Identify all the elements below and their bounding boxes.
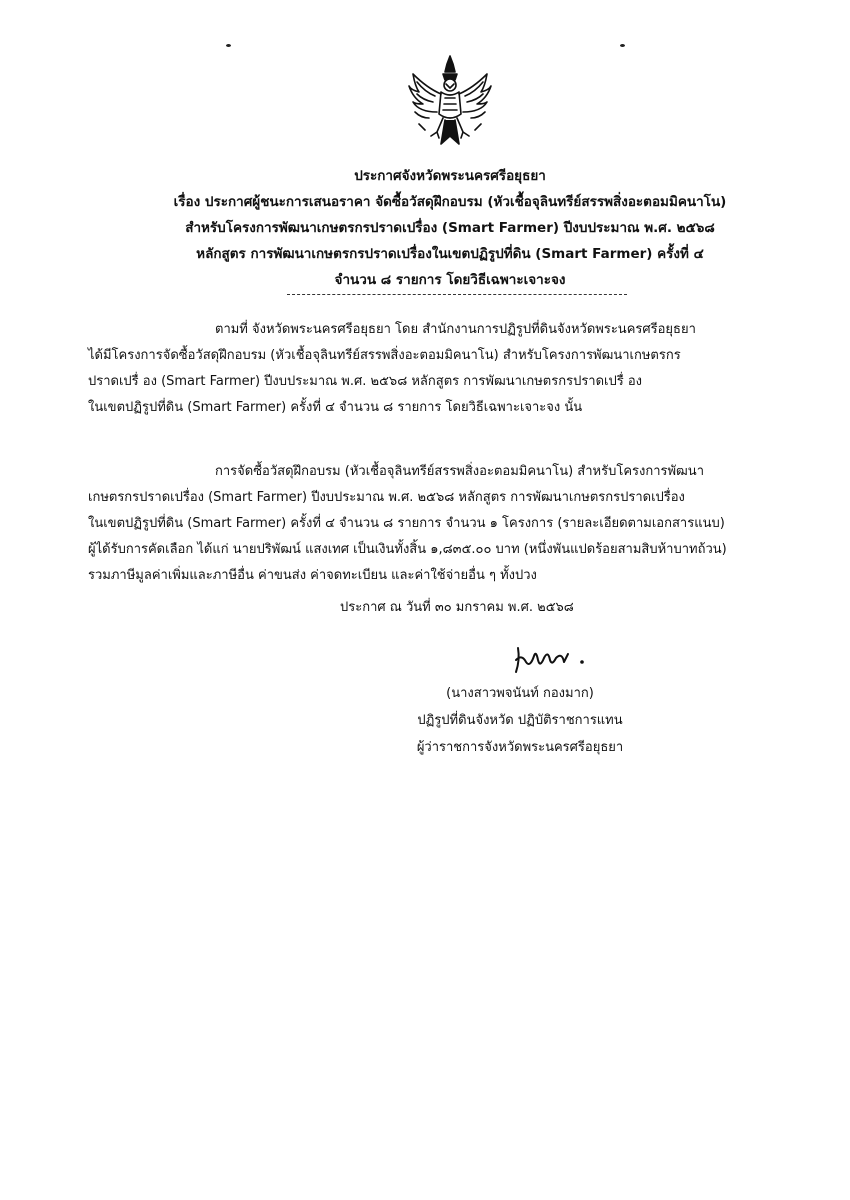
paragraph-line: ผู้ได้รับการคัดเลือก ได้แก่ นายปริพัฒน์ แสงเทศ เป็นเงินทั้งสิ้น ๑,๘๓๕.๐๐ บาท (หนึ่งพันแปดร้อยสามสิบห้าบาทถ้วน) — [88, 542, 727, 557]
header-line-agency: ประกาศจังหวัดพระนครศรีอยุธยา — [354, 168, 546, 184]
body-paragraph-1 — [88, 317, 808, 421]
body-paragraph-2 — [88, 459, 808, 589]
header-line-subject: เรื่อง ประกาศผู้ชนะการเสนอราคา จัดซื้อวัสดุฝึกอบรม (หัวเชื้อจุลินทรีย์สรรพสิ่งอะตอมมิคนาโน) — [173, 194, 727, 210]
signer-position: ปฏิรูปที่ดินจังหวัด ปฏิบัติราชการแทน — [417, 713, 623, 728]
signer-name: (นางสาวพจนันท์ กองมาก) — [446, 686, 594, 701]
paragraph-line: การจัดซื้อวัสดุฝึกอบรม (หัวเชื้อจุลินทรีย์สรรพสิ่งอะตอมมิคนาโน) สำหรับโครงการพัฒนา — [215, 464, 704, 479]
header-divider — [287, 294, 627, 295]
header-line-quantity: จำนวน ๘ รายการ โดยวิธีเฉพาะเจาะจง — [334, 272, 566, 288]
paragraph-line: รวมภาษีมูลค่าเพิ่มและภาษีอื่น ค่าขนส่ง ค่าจดทะเบียน และค่าใช้จ่ายอื่น ๆ ทั้งปวง — [88, 568, 537, 583]
paragraph-line: เกษตรกรปราดเปรื่อง (Smart Farmer) ปีงบประมาณ พ.ศ. ๒๕๖๘ หลักสูตร การพัฒนาเกษตรกรปราดเปรื่อง — [88, 490, 685, 505]
garuda-emblem-icon — [405, 52, 495, 152]
scan-speck — [620, 44, 625, 47]
signer-title: ผู้ว่าราชการจังหวัดพระนครศรีอยุธยา — [416, 740, 624, 755]
handwritten-signature — [512, 638, 592, 676]
paragraph-line: ได้มีโครงการจัดซื้อวัสดุฝึกอบรม (หัวเชื้อจุลินทรีย์สรรพสิ่งอะตอมมิคนาโน) สำหรับโครงการพัฒนาเกษตรกร — [88, 348, 681, 363]
signer-block — [360, 680, 680, 761]
paragraph-line: ตามที่ จังหวัดพระนครศรีอยุธยา โดย สำนักงานการปฏิรูปที่ดินจังหวัดพระนครศรีอยุธยา — [215, 322, 696, 337]
paragraph-line: ปราดเปรื่ อง (Smart Farmer) ปีงบประมาณ พ.ศ. ๒๕๖๘ หลักสูตร การพัฒนาเกษตรกรปราดเปรื่ อง — [88, 374, 643, 389]
header-line-project: สำหรับโครงการพัฒนาเกษตรกรปราดเปรื่อง (Smart Farmer) ปีงบประมาณ พ.ศ. ๒๕๖๘ — [185, 220, 715, 236]
scan-speck — [226, 44, 231, 47]
announcement-date: ประกาศ ณ วันที่ ๓๐ มกราคม พ.ศ. ๒๕๖๘ — [340, 600, 574, 615]
paragraph-line: ในเขตปฏิรูปที่ดิน (Smart Farmer) ครั้งที่ ๔ จำนวน ๘ รายการ โดยวิธีเฉพาะเจาะจง นั้น — [88, 400, 583, 415]
header-line-course: หลักสูตร การพัฒนาเกษตรกรปราดเปรื่องในเขตปฏิรูปที่ดิน (Smart Farmer) ครั้งที่ ๔ — [196, 246, 704, 262]
paragraph-line: ในเขตปฏิรูปที่ดิน (Smart Farmer) ครั้งที่ ๔ จำนวน ๘ รายการ จำนวน ๑ โครงการ (รายละเอียดตามเอกสารแนบ) — [88, 516, 725, 531]
announcement-header — [60, 163, 840, 293]
